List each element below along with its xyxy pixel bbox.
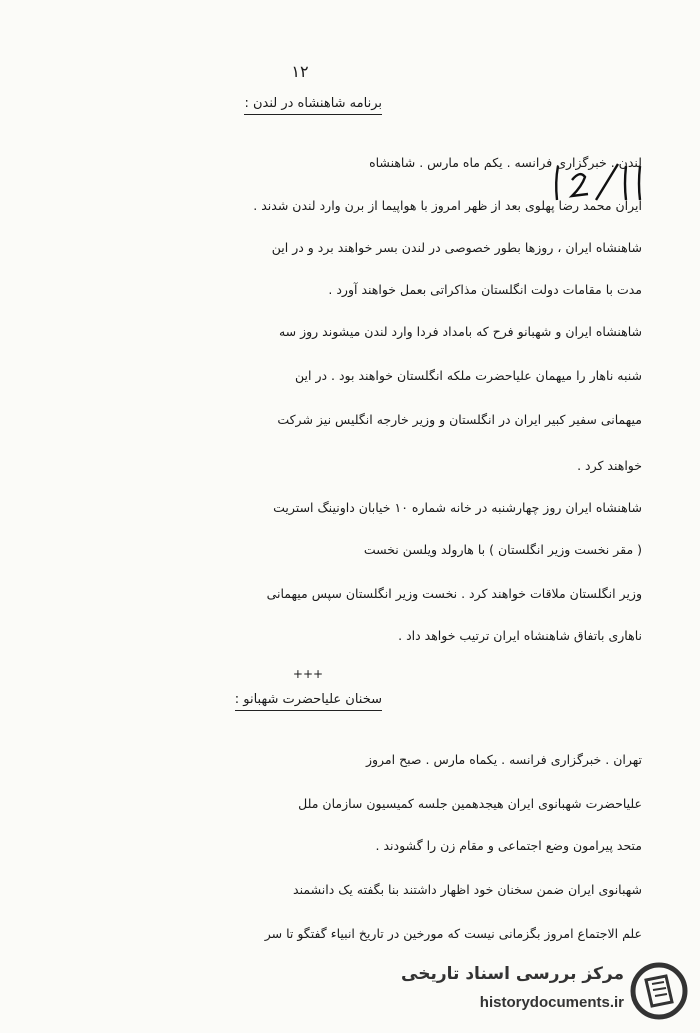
text-line: لندن . خبرگزاری فرانسه . یکم ماه مارس . شاهنشاه bbox=[369, 155, 642, 170]
section-heading-queen-speech bbox=[235, 692, 382, 707]
text-line: شاهنشاه ایران ، روزها بطور خصوصی در لندن بسر خواهند برد و در این bbox=[271, 240, 642, 255]
text-line: میهمانی سفیر کبیر ایران در انگلستان و وزیر خارجه انگلیس نیز شرکت bbox=[277, 412, 642, 427]
section-heading-text: برنامه شاهنشاه در لندن : bbox=[244, 96, 382, 111]
heading-underline bbox=[244, 114, 382, 115]
text-line: شاهنشاه ایران و شهبانو فرح که بامداد فردا وارد لندن میشوند روز سه bbox=[278, 324, 642, 339]
text-line: ناهاری باتفاق شاهنشاه ایران ترتیب خواهد داد . bbox=[398, 628, 642, 643]
text-line: شاهنشاه ایران روز چهارشنبه در خانه شماره ۱۰ خیابان داونینگ استریت bbox=[273, 500, 642, 515]
text-line: علم الاجتماع امروز بگزمانی نیست که مورخین در تاریخ انبیاء گفتگو تا سر bbox=[264, 926, 642, 941]
archive-logo-icon bbox=[630, 962, 688, 1020]
section-separator: +++ bbox=[292, 667, 324, 681]
text-line: ( مقر نخست وزیر انگلستان ) با هارولد ویلسن نخست bbox=[363, 542, 642, 557]
text-line: شنبه ناهار را میهمان علیاحضرت ملکه انگلستان خواهند بود . در این bbox=[295, 368, 642, 383]
heading-underline bbox=[235, 710, 382, 711]
watermark bbox=[401, 960, 692, 1028]
section-heading-shah-program bbox=[244, 96, 382, 111]
page-number: ۱۲ bbox=[291, 62, 309, 81]
text-line: وزیر انگلستان ملاقات خواهند کرد . نخست وزیر انگلستان سپس میهمانی bbox=[266, 586, 642, 601]
text-line: مدت با مقامات دولت انگلستان مذاکراتی بعمل خواهند آورد . bbox=[328, 282, 642, 297]
watermark-title: مرکز بررسی اسناد تاریخی bbox=[401, 964, 624, 984]
text-line: شهبانوی ایران ضمن سخنان خود اظهار داشتند بنا بگفته یک دانشمند bbox=[293, 882, 642, 897]
text-line: متحد پیرامون وضع اجتماعی و مقام زن را گشودند . bbox=[375, 838, 642, 853]
text-line: ایران محمد رضا پهلوی بعد از ظهر امروز با هواپیما از برن وارد لندن شدند . bbox=[253, 198, 642, 213]
watermark-url: historydocuments.ir bbox=[479, 994, 624, 1011]
section-heading-text: سخنان علیاحضرت شهبانو : bbox=[234, 692, 382, 707]
text-line: تهران . خبرگزاری فرانسه . یکماه مارس . صبح امروز bbox=[365, 752, 642, 767]
text-line: علیاحضرت شهبانوی ایران هیجدهمین جلسه کمیسیون سازمان ملل bbox=[298, 796, 642, 811]
text-line: خواهند کرد . bbox=[577, 458, 642, 473]
